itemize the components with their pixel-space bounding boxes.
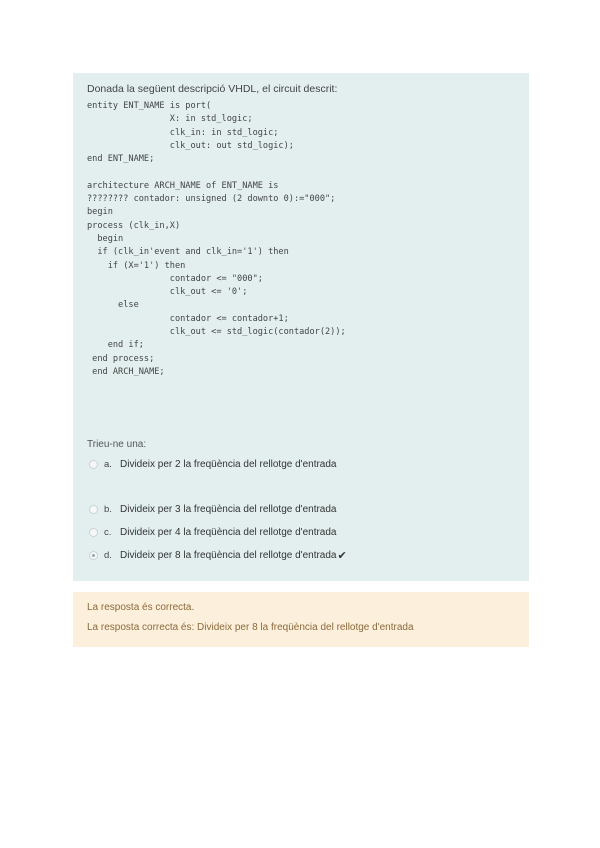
- question-prompt: Donada la següent descripció VHDL, el circuit descrit:: [87, 83, 338, 95]
- option-letter: a.: [104, 459, 112, 470]
- option-text: Divideix per 3 la freqüència del rellotge d'entrada: [120, 504, 337, 515]
- option-letter: b.: [104, 504, 112, 515]
- radio-button-c[interactable]: [89, 528, 98, 537]
- radio-button-a[interactable]: [89, 460, 98, 469]
- option-text: Divideix per 4 la freqüència del rellotge d'entrada: [120, 527, 337, 538]
- answer-option-c[interactable]: [89, 527, 336, 538]
- feedback-panel: [73, 592, 529, 647]
- option-letter: d.: [104, 550, 112, 561]
- question-card: [73, 73, 529, 581]
- correct-check-icon: ✔: [337, 550, 347, 562]
- choose-one-label: Trieu-ne una:: [87, 439, 147, 450]
- vhdl-code-block: entity ENT_NAME is port( X: in std_logic; clk_in: in std_logic; clk_out: out std_logic); end ENT_NAME; architecture ARCH_NAME of ENT_NAME is ???????? contador: unsigned (2 downto 0):="000"; begin process (clk_in,X) begin if (clk_in'event and clk_in='1') then if (X='1') then contador <= "000"; clk_out <= '0'; else contador <= contador+1; clk_out <= std_logic(contador(2)); end if; end process; end ARCH_NAME;: [87, 101, 346, 377]
- answer-option-a[interactable]: [89, 459, 336, 470]
- option-letter: c.: [104, 527, 112, 538]
- option-text: Divideix per 2 la freqüència del rellotge d'entrada: [120, 459, 337, 470]
- answer-option-d[interactable]: [89, 549, 347, 562]
- feedback-result: La resposta és correcta.: [87, 602, 195, 613]
- radio-button-b[interactable]: [89, 505, 98, 514]
- option-text: Divideix per 8 la freqüència del rellotge d'entrada: [120, 550, 337, 561]
- radio-button-d[interactable]: [89, 551, 98, 560]
- feedback-correct-answer: La resposta correcta és: Divideix per 8 la freqüència del rellotge d'entrada: [87, 622, 414, 633]
- answer-option-b[interactable]: [89, 504, 336, 515]
